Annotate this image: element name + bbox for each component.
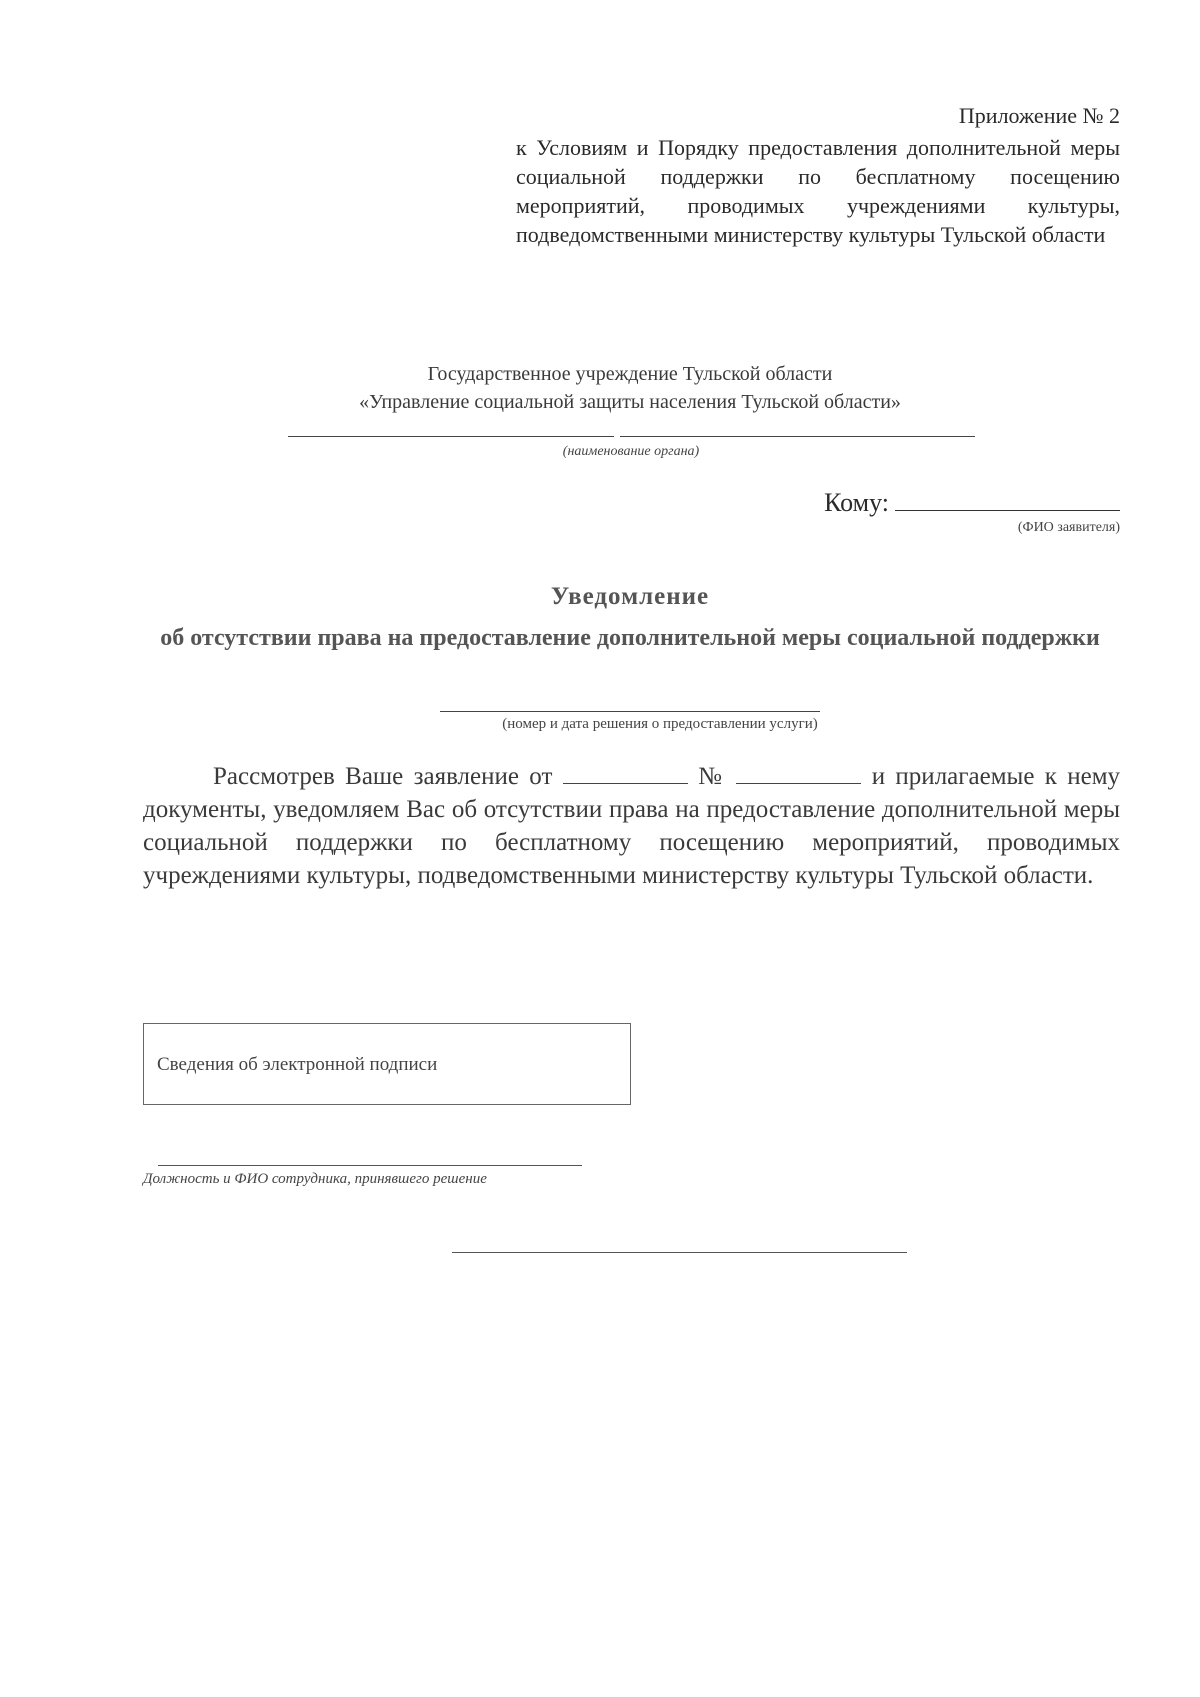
body-part-2: №: [698, 763, 727, 790]
electronic-signature-label: Сведения об электронной подписи: [157, 1054, 438, 1075]
notice-title: Уведомление: [550, 583, 710, 610]
decision-blank-line: [440, 711, 820, 712]
organization-name: [0, 360, 1200, 416]
decision-caption: (номер и дата решения о предоставлении услуги): [502, 716, 818, 732]
notice-paragraph: [143, 760, 1120, 892]
organization-line-2: «Управление социальной защиты населения Тульской области»: [359, 391, 901, 413]
notice-body: [143, 760, 1120, 892]
appendix-text: к Условиям и Порядку предоставления дополнительной меры социальной поддержки по бесплатному посещению мероприятий, проводимых учреждениями культуры, подведомственными министерству культуры Тульской области: [516, 135, 1120, 247]
organization-underline-left: [288, 436, 614, 437]
bottom-blank-line: [452, 1252, 907, 1253]
position-caption: Должность и ФИО сотрудника, принявшего решение: [143, 1171, 487, 1187]
notice-subtitle: об отсутствии права на предоставление дополнительной меры социальной поддержки: [160, 625, 1100, 651]
body-part-3: и прилагаемые к нему документы, уведомляем Вас об отсутствии права на предоставление дополнительной меры социальной поддержки по бесплатному посещению мероприятий, проводимых учреждениями культуры, подведомственными министерству культуры Тульской области.: [143, 763, 1121, 889]
organization-caption: (наименование органа): [562, 444, 700, 459]
organization-underline-right: [620, 436, 975, 437]
position-signature-line: [158, 1165, 582, 1166]
organization-line-1: Государственное учреждение Тульской области: [427, 363, 833, 385]
appendix-title: Приложение № 2: [958, 103, 1120, 128]
recipient-label: Кому:: [824, 488, 889, 517]
application-date-blank: [563, 765, 688, 784]
application-number-blank: [736, 765, 861, 784]
electronic-signature-box: [143, 1023, 631, 1105]
recipient-blank-line: [895, 490, 1120, 511]
recipient-block: [824, 488, 1120, 518]
body-part-1: Рассмотрев Ваше заявление от: [213, 763, 553, 790]
recipient-caption: (ФИО заявителя): [1017, 520, 1120, 535]
